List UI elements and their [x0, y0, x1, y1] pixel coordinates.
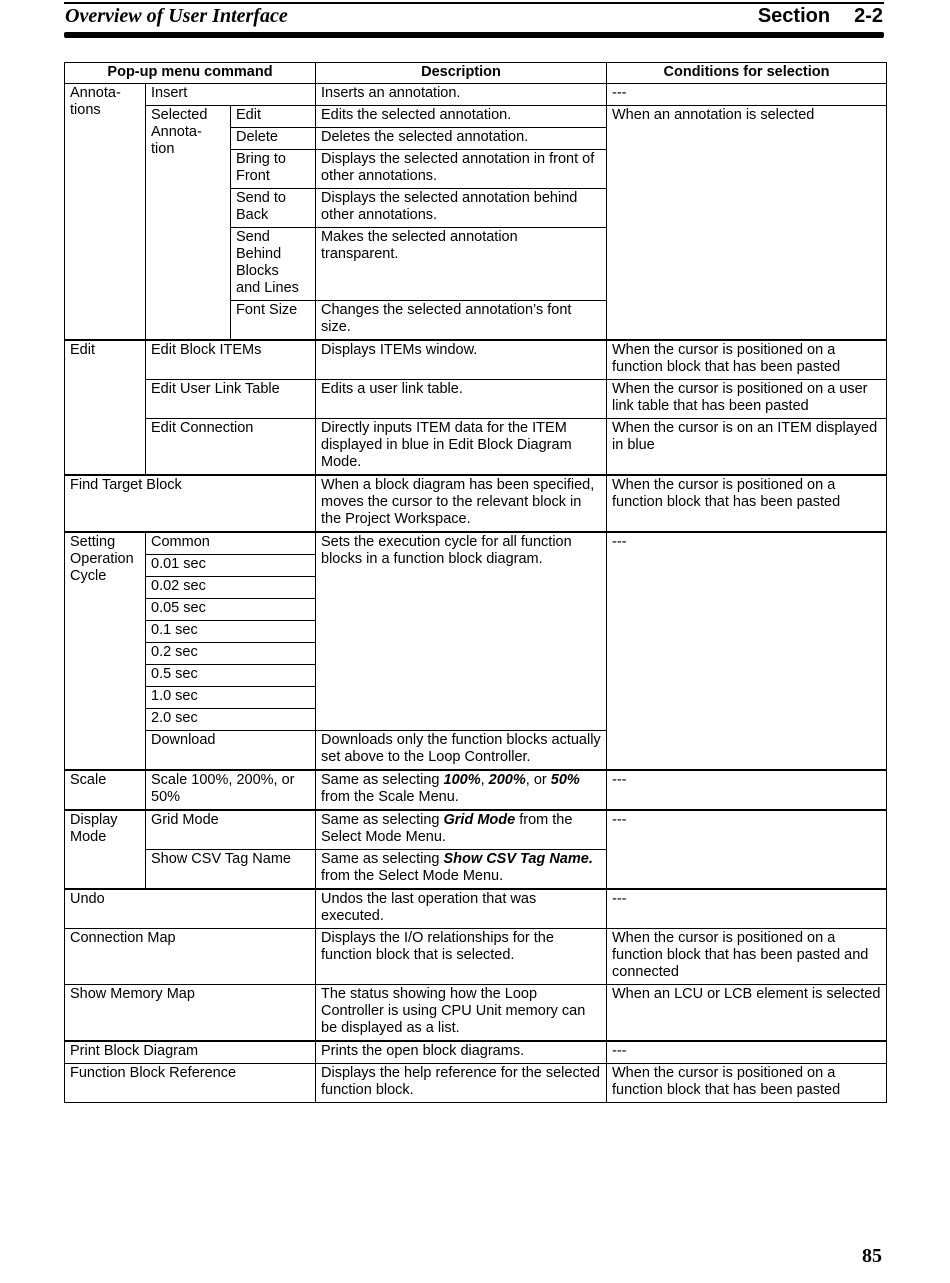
column-header-command: Pop-up menu command — [65, 63, 316, 84]
table-row — [65, 929, 887, 985]
description-cell: Downloads only the function blocks actually set above to the Loop Controller. — [316, 731, 607, 771]
condition-cell: --- — [607, 84, 887, 106]
description-cell: Sets the execution cycle for all function blocks in a function block diagram. — [316, 532, 607, 731]
condition-cell: When the cursor is positioned on a function block that has been pasted — [607, 475, 887, 532]
table-row — [65, 889, 887, 929]
group-edit: Edit — [65, 340, 146, 475]
command-cycle-download: Download — [146, 731, 316, 771]
command-cycle-0-05: 0.05 sec — [146, 599, 316, 621]
command-edit-connection: Edit Connection — [146, 419, 316, 476]
subgroup-selected-annotation: Selected Annota- tion — [146, 106, 231, 341]
command-show-memory-map: Show Memory Map — [65, 985, 316, 1042]
desc-bold-50: 50% — [550, 772, 580, 788]
table-header-row — [65, 63, 887, 84]
command-undo: Undo — [65, 889, 316, 929]
description-cell: Directly inputs ITEM data for the ITEM displayed in blue in Edit Block Diagram Mode. — [316, 419, 607, 476]
desc-text: from the Select Mode Menu. — [321, 812, 573, 845]
desc-text: Same as selecting — [321, 772, 444, 788]
command-send-behind: Send Behind Blocks and Lines — [231, 228, 316, 301]
running-header-title: Overview of User Interface — [65, 5, 288, 27]
table-row — [65, 770, 887, 810]
description-cell: Displays the selected annotation behind other annotations. — [316, 189, 607, 228]
description-cell: Prints the open block diagrams. — [316, 1041, 607, 1064]
desc-text: Same as selecting — [321, 812, 444, 828]
table-row — [65, 1041, 887, 1064]
command-insert: Insert — [146, 84, 316, 106]
description-cell: Edits the selected annotation. — [316, 106, 607, 128]
condition-cell: --- — [607, 532, 887, 770]
condition-cell: When the cursor is positioned on a user link table that has been pasted — [607, 380, 887, 419]
description-cell: Displays the selected annotation in front of other annotations. — [316, 150, 607, 189]
group-setting-operation-cycle: Setting Operation Cycle — [65, 532, 146, 770]
command-connection-map: Connection Map — [65, 929, 316, 985]
column-header-conditions: Conditions for selection — [607, 63, 887, 84]
condition-cell: When the cursor is positioned on a function block that has been pasted and connected — [607, 929, 887, 985]
command-delete-annotation: Delete — [231, 128, 316, 150]
description-cell: Edits a user link table. — [316, 380, 607, 419]
condition-cell: --- — [607, 810, 887, 889]
desc-bold-show-csv: Show CSV Tag Name. — [443, 851, 593, 867]
description-cell: Makes the selected annotation transparent. — [316, 228, 607, 301]
section-number: 2-2 — [854, 5, 883, 27]
command-show-csv-tag-name: Show CSV Tag Name — [146, 850, 316, 890]
condition-cell: --- — [607, 889, 887, 929]
table-row — [65, 340, 887, 380]
table-row — [65, 810, 887, 850]
description-cell: Displays the I/O relationships for the function block that is selected. — [316, 929, 607, 985]
group-display-mode: Display Mode — [65, 810, 146, 889]
description-cell: Undos the last operation that was executed. — [316, 889, 607, 929]
group-annotations: Annota- tions — [65, 84, 146, 341]
description-cell: Inserts an annotation. — [316, 84, 607, 106]
command-cycle-1-0: 1.0 sec — [146, 687, 316, 709]
group-scale: Scale — [65, 770, 146, 810]
command-edit-user-link-table: Edit User Link Table — [146, 380, 316, 419]
table-row — [65, 985, 887, 1042]
table-row — [65, 1064, 887, 1103]
table-row — [65, 84, 887, 106]
command-scale: Scale 100%, 200%, or 50% — [146, 770, 316, 810]
condition-cell: --- — [607, 770, 887, 810]
command-cycle-0-02: 0.02 sec — [146, 577, 316, 599]
condition-cell: When an LCU or LCB element is selected — [607, 985, 887, 1042]
description-cell — [316, 810, 607, 850]
section-indicator — [758, 5, 883, 28]
command-send-to-back: Send to Back — [231, 189, 316, 228]
command-cycle-0-5: 0.5 sec — [146, 665, 316, 687]
description-cell: Displays ITEMs window. — [316, 340, 607, 380]
table-row — [65, 380, 887, 419]
command-cycle-0-1: 0.1 sec — [146, 621, 316, 643]
desc-text: from the Select Mode Menu. — [321, 868, 504, 884]
header-top-rule — [64, 2, 884, 4]
description-cell: When a block diagram has been specified, moves the cursor to the relevant block in the Project Workspace. — [316, 475, 607, 532]
desc-bold-grid-mode: Grid Mode — [443, 812, 516, 828]
command-cycle-common: Common — [146, 532, 316, 555]
table-row — [65, 106, 887, 128]
command-grid-mode: Grid Mode — [146, 810, 316, 850]
column-header-description: Description — [316, 63, 607, 84]
desc-bold-100: 100% — [443, 772, 481, 788]
command-print-block-diagram: Print Block Diagram — [65, 1041, 316, 1064]
condition-cell: --- — [607, 1041, 887, 1064]
table-row — [65, 475, 887, 532]
command-bring-to-front: Bring to Front — [231, 150, 316, 189]
description-cell: Deletes the selected annotation. — [316, 128, 607, 150]
desc-bold-200: 200% — [488, 772, 526, 788]
description-cell: The status showing how the Loop Controller is using CPU Unit memory can be displayed as a list. — [316, 985, 607, 1042]
table-row — [65, 532, 887, 555]
desc-text: , — [480, 772, 489, 788]
desc-text: , or — [525, 772, 551, 788]
command-find-target-block: Find Target Block — [65, 475, 316, 532]
table-row — [65, 419, 887, 476]
command-edit-annotation: Edit — [231, 106, 316, 128]
condition-cell: When the cursor is positioned on a function block that has been pasted — [607, 340, 887, 380]
command-cycle-0-2: 0.2 sec — [146, 643, 316, 665]
description-cell: Displays the help reference for the selected function block. — [316, 1064, 607, 1103]
condition-cell: When the cursor is positioned on a function block that has been pasted — [607, 1064, 887, 1103]
condition-cell: When an annotation is selected — [607, 106, 887, 341]
command-function-block-reference: Function Block Reference — [65, 1064, 316, 1103]
description-cell — [316, 850, 607, 890]
description-cell — [316, 770, 607, 810]
description-cell: Changes the selected annotation’s font size. — [316, 301, 607, 341]
command-font-size: Font Size — [231, 301, 316, 341]
desc-text: from the Scale Menu. — [321, 789, 459, 805]
header-bottom-rule — [64, 32, 884, 38]
command-edit-block-items: Edit Block ITEMs — [146, 340, 316, 380]
desc-text: Same as selecting — [321, 851, 444, 867]
condition-cell: When the cursor is on an ITEM displayed in blue — [607, 419, 887, 476]
command-cycle-2-0: 2.0 sec — [146, 709, 316, 731]
command-cycle-0-01: 0.01 sec — [146, 555, 316, 577]
section-label: Section — [757, 5, 831, 27]
popup-menu-table — [64, 62, 887, 1103]
page-number: 85 — [862, 1245, 882, 1267]
